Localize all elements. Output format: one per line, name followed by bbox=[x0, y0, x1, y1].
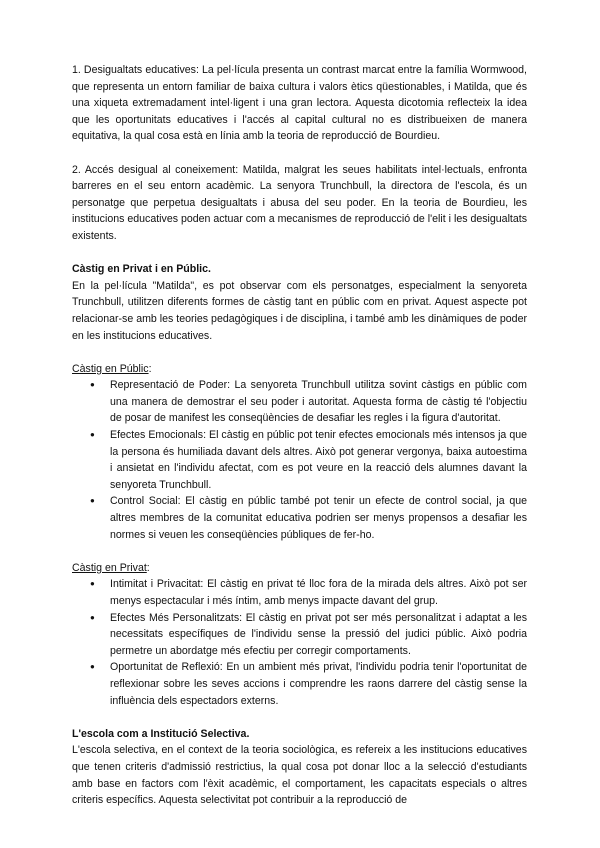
heading-selective-school: L'escola com a Institució Selectiva. bbox=[72, 727, 250, 740]
paragraph-educational-inequalities: 1. Desigualtats educatives: La pel·lícula presenta un contrast marcat entre la família Wormwood, que representa un entorn familiar de baixa cultura i valors ètics qüestionables, i Matilda, que és una xiqueta extremadament intel·ligent i una gran lectora. Aquesta dicotomia reflecteix la idea que les oportunitats educatives i l'accés al capital cultural no es distribueixen de manera equitativa, la qual cosa està en línia amb la teoria de reproducció de Bourdieu. bbox=[72, 64, 527, 143]
document-page bbox=[72, 62, 527, 809]
subheading-public-punishment bbox=[72, 361, 527, 378]
list-item: ● Efectes Emocionals: El càstig en públic pot tenir efectes emocionals més intensos ja que la persona és humiliada davant dels altres. Això pot generar vergonya, baixa autoestima i ansietat en l'individu afectat, com es pot veure en la reacció dels alumnes davant la senyoreta Trunchbull. bbox=[110, 427, 527, 493]
subheading-private-colon: : bbox=[146, 561, 150, 574]
subheading-public-text: Càstig en Públic bbox=[72, 362, 149, 375]
spacer bbox=[72, 709, 527, 726]
spacer bbox=[72, 543, 527, 560]
paragraph-punishment-intro: En la pel·lícula "Matilda", es pot observar com els personatges, especialment la senyoreta Trunchbull, utilitzen diferents formes de càstig tant en públic com en privat. Aquest aspecte pot relacionar-se amb les teories pedagògiques i de disciplina, i també amb les dinàmiques de poder en les institucions educatives. bbox=[72, 279, 527, 342]
subheading-public-colon: : bbox=[148, 362, 152, 375]
list-item: ● Oportunitat de Reflexió: En un ambient més privat, l'individu podria tenir l'oportunitat de reflexionar sobre les seves accions i comprendre les raons darrere del càstig sense la influència dels espectadors externs. bbox=[110, 659, 527, 709]
subheading-private-text: Càstig en Privat bbox=[72, 561, 147, 574]
spacer bbox=[72, 245, 527, 262]
list-item: ● Representació de Poder: La senyoreta Trunchbull utilitza sovint càstigs en públic com una manera de demostrar el seu poder i autoritat. Aquesta forma de càstig té l'objectiu de posar de manifest les conseqüències de desafiar les regles i la figura d'autoritat. bbox=[110, 377, 527, 427]
list-item: ● Intimitat i Privacitat: El càstig en privat té lloc fora de la mirada dels altres. Això pot ser menys espectacular i més íntim, amb menys impacte davant del grup. bbox=[110, 576, 527, 609]
paragraph-unequal-access: 2. Accés desigual al coneixement: Matilda, malgrat les seues habilitats intel·lectuals, enfronta barreres en el seu entorn acadèmic. La senyora Trunchbull, la directora de l'escola, és un personatge que perpetua desigualtats i abusa del seu poder. En la teoria de Bourdieu, les institucions educatives poden actuar com a mecanismes de reproducció de l'elit i les desigualtats existents. bbox=[72, 163, 527, 242]
list-item: ● Efectes Més Personalitzats: El càstig en privat pot ser més personalitzat i adaptat a les necessitats específiques de l'individu sense la pressió del judici públic. Això podria permetre un abordatge més efectiu per corregir comportaments. bbox=[110, 610, 527, 660]
public-punishment-list bbox=[72, 377, 527, 543]
heading-punishment: Càstig en Privat i en Públic. bbox=[72, 263, 211, 276]
spacer bbox=[72, 145, 527, 162]
subheading-private-punishment bbox=[72, 560, 527, 577]
spacer bbox=[72, 344, 527, 361]
list-item: ● Control Social: El càstig en públic també pot tenir un efecte de control social, ja que altres membres de la comunitat educativa podrien ser menys propensos a desafiar les normes si veuen les conseqüències públiques de fer-ho. bbox=[110, 493, 527, 543]
private-punishment-list bbox=[72, 576, 527, 709]
paragraph-selective-school: L'escola selectiva, en el context de la teoria sociològica, es refereix a les institucions educatives que tenen criteris d'admissió restrictius, la qual cosa pot donar lloc a la selecció d'estudiants amb base en factors com l'èxit acadèmic, el comportament, les capacitats especials o altres criteris específics. Aquesta selectivitat pot contribuir a la reproducció de bbox=[72, 744, 527, 807]
